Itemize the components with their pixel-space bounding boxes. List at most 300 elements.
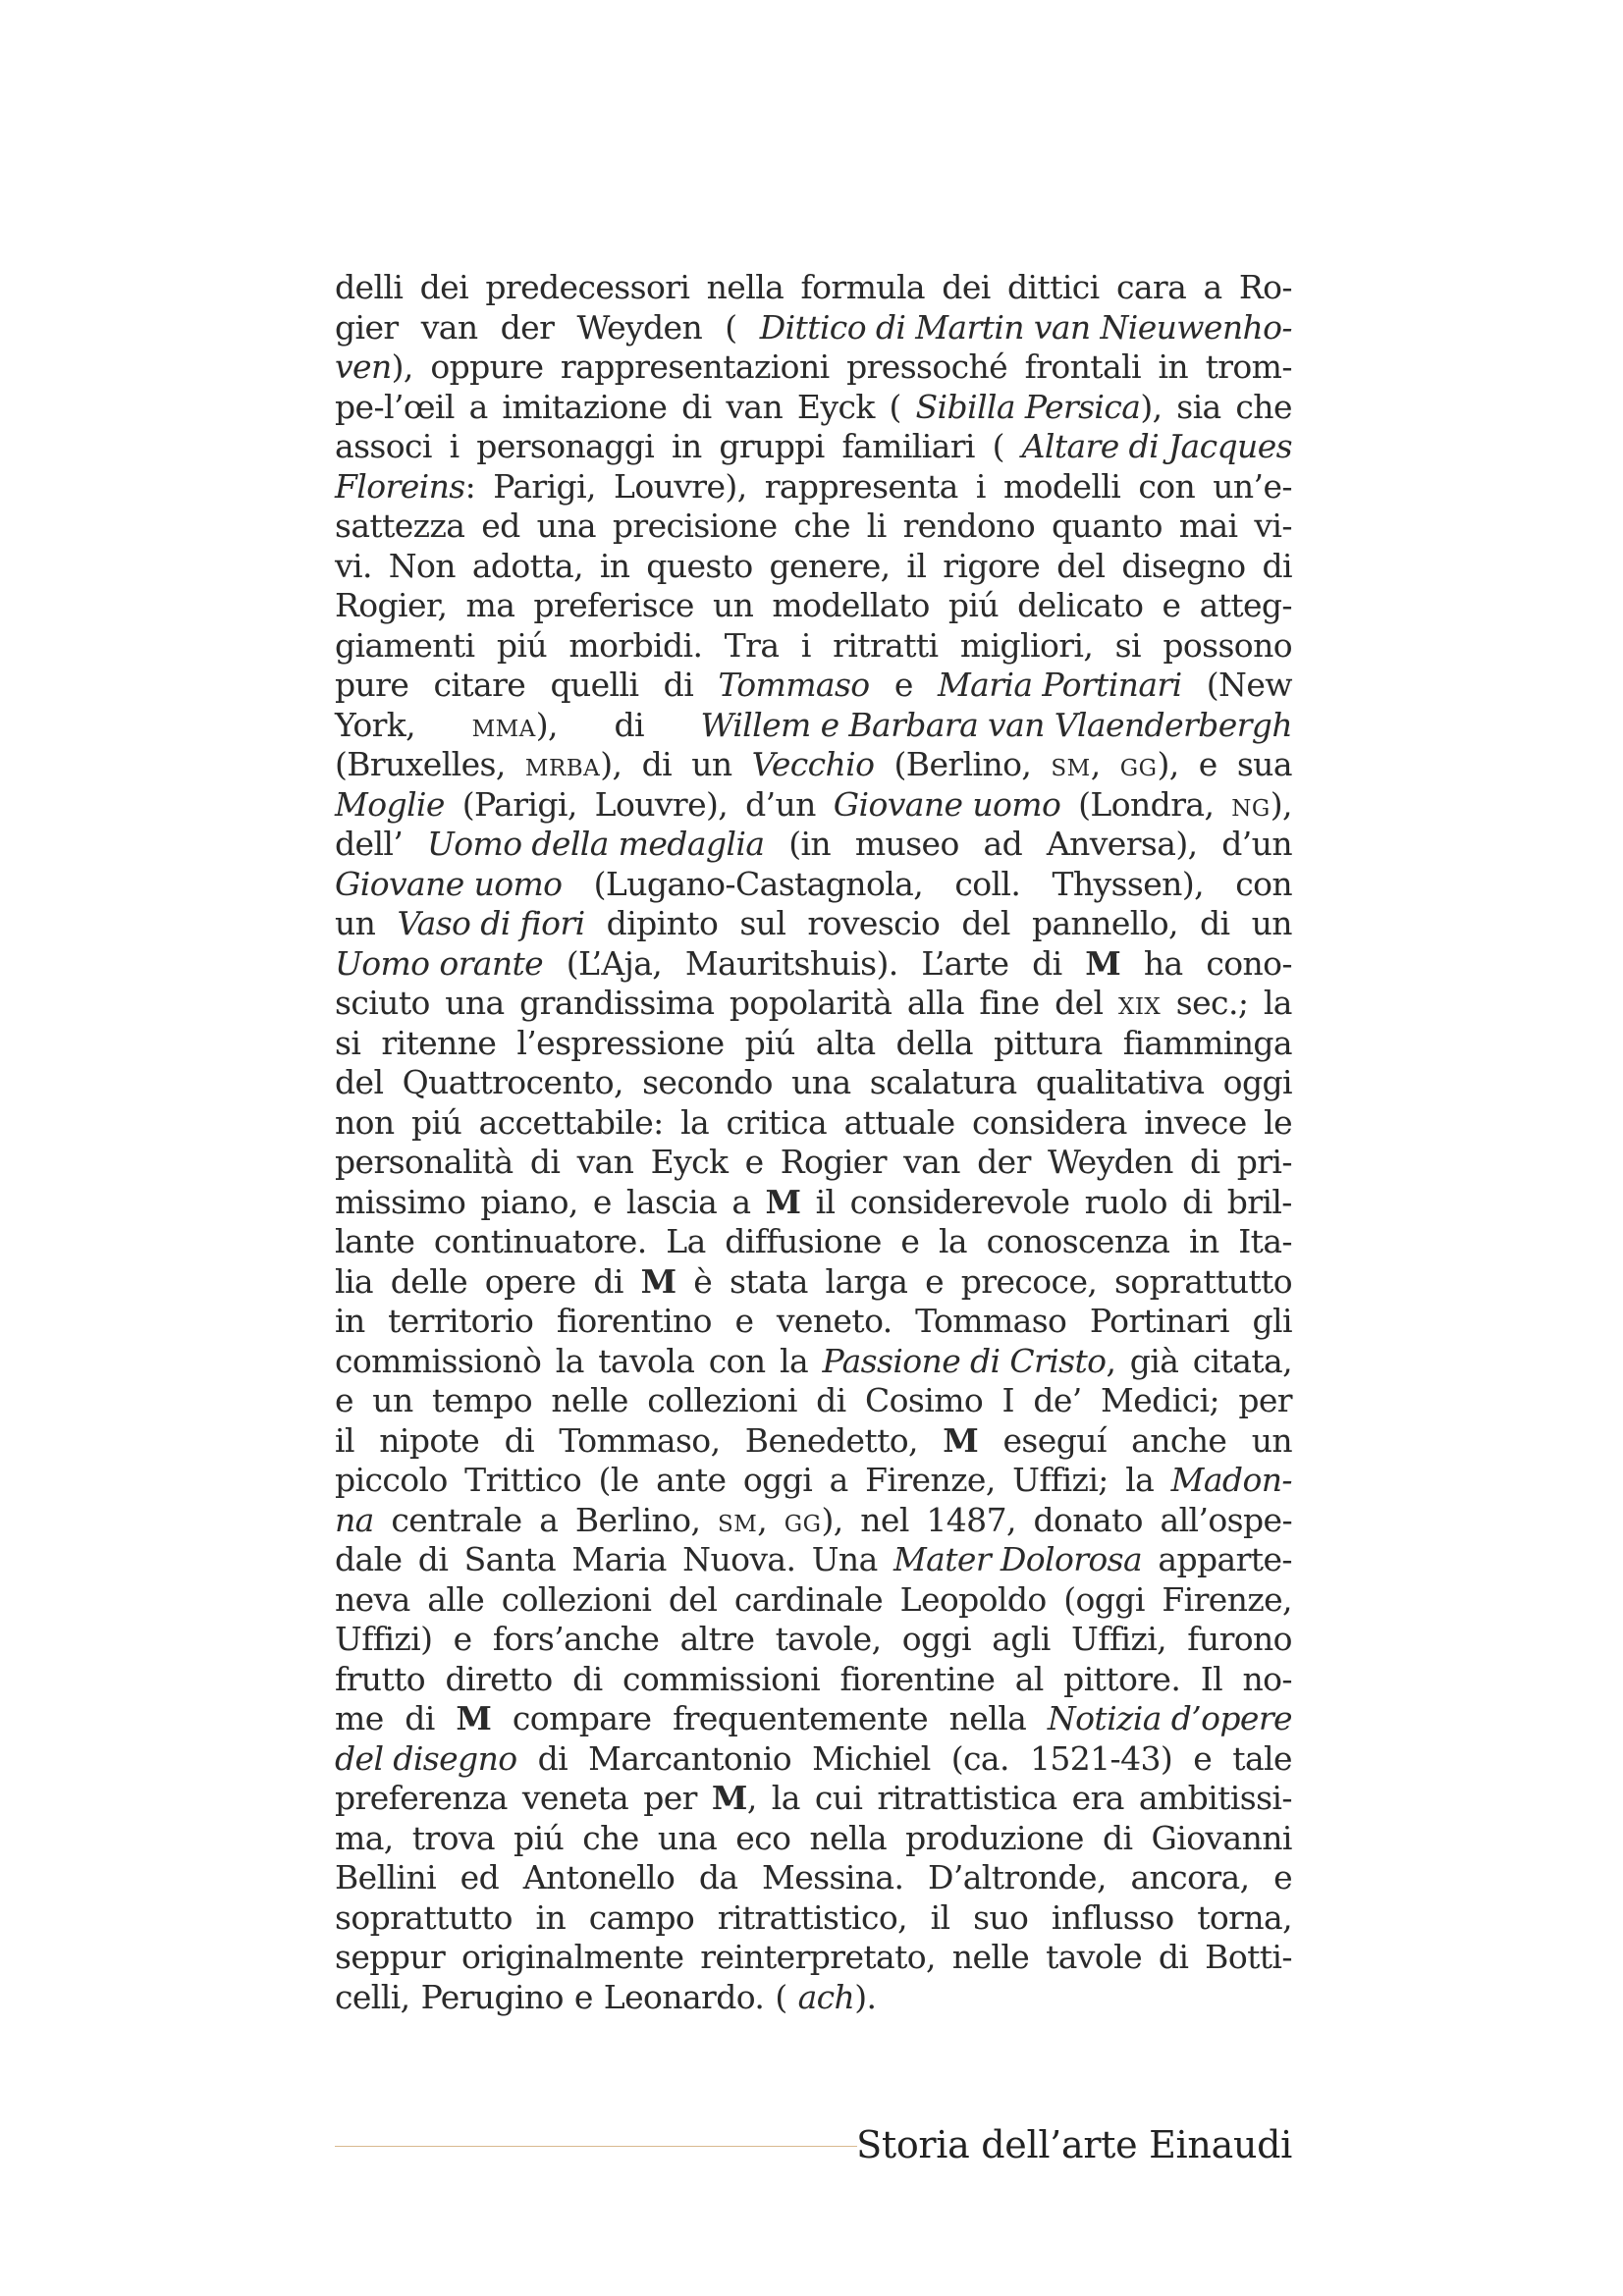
word-group xyxy=(335,904,375,944)
word-group xyxy=(1144,944,1183,985)
word: disegno xyxy=(1121,546,1246,585)
word-group xyxy=(335,586,447,626)
word: tale xyxy=(1232,1738,1292,1778)
text-line xyxy=(335,1898,1292,1939)
word-group xyxy=(1051,745,1100,785)
word: fiamminga xyxy=(1122,1023,1292,1062)
text-line xyxy=(335,1938,1292,1978)
word: di xyxy=(1189,1143,1220,1181)
word-group xyxy=(719,427,824,467)
small-caps-abbr: ng xyxy=(1231,784,1271,824)
word: considera xyxy=(972,1102,1127,1142)
word-group xyxy=(1033,1501,1142,1541)
word-group xyxy=(335,1858,436,1898)
word: Weyden xyxy=(576,307,703,347)
word: nelle xyxy=(551,1381,628,1419)
word-group xyxy=(906,547,926,587)
word-group xyxy=(1262,547,1291,587)
word: Leopoldo xyxy=(899,1579,1047,1619)
word: torna, xyxy=(1197,1897,1292,1937)
word: imitazione xyxy=(502,387,668,426)
word-group xyxy=(1207,666,1292,706)
word-group xyxy=(1036,1063,1205,1103)
word: la xyxy=(555,1341,584,1380)
word: Cosimo xyxy=(865,1381,984,1419)
word: fine xyxy=(979,984,1040,1022)
footer-publication-title: Storia dell’arte Einaudi xyxy=(856,2123,1292,2166)
word-group xyxy=(656,1461,726,1501)
word-group xyxy=(1052,865,1204,905)
word: rovescio xyxy=(807,904,941,942)
word-group xyxy=(1130,1342,1179,1382)
bold-initial: M xyxy=(1085,943,1121,983)
word: van xyxy=(726,387,784,426)
word-group xyxy=(1052,507,1163,547)
italic-word: Willem e Barbara van Vlaenderbergh xyxy=(700,705,1292,744)
word: Santa xyxy=(463,1540,557,1578)
word: ( xyxy=(992,427,1004,465)
italic-word: Mater Dolorosa xyxy=(893,1540,1143,1578)
word-group xyxy=(745,785,816,826)
word: del xyxy=(961,904,1010,942)
word-group xyxy=(1197,1898,1292,1939)
italic-word: Giovane uomo xyxy=(335,864,563,903)
word-group xyxy=(523,1858,676,1898)
word: ruolo xyxy=(1084,1182,1167,1221)
word-group xyxy=(921,944,1008,985)
word-group xyxy=(598,1342,694,1382)
word-group xyxy=(713,586,753,626)
word-group xyxy=(1213,467,1292,507)
word-group xyxy=(1231,785,1292,826)
word-group xyxy=(514,1819,564,1859)
word: l’espressione xyxy=(516,1023,725,1062)
word-group xyxy=(960,626,1093,667)
word-group xyxy=(335,1222,414,1262)
word: non xyxy=(335,1102,395,1142)
word: precoce, xyxy=(960,1261,1098,1301)
word-group xyxy=(501,308,555,348)
word: gruppi xyxy=(719,427,825,465)
word-group xyxy=(335,1143,514,1183)
word: e xyxy=(893,666,913,704)
word: e xyxy=(573,1977,593,2016)
word: Thyssen), xyxy=(1052,864,1204,903)
word-group xyxy=(391,1501,521,1541)
word: Tommaso, xyxy=(559,1420,721,1460)
word-group xyxy=(815,1779,863,1819)
word-group xyxy=(658,1819,717,1859)
word: ( xyxy=(725,307,737,347)
word-group xyxy=(421,308,478,348)
word-group xyxy=(1187,1620,1292,1660)
word: del xyxy=(335,1063,384,1101)
word-group xyxy=(902,1620,971,1660)
word-group xyxy=(516,1024,724,1064)
word: van xyxy=(903,1143,960,1181)
text-line xyxy=(335,347,1292,388)
word-group xyxy=(1252,1421,1292,1462)
word: predecessori xyxy=(485,268,690,306)
word-group xyxy=(867,507,887,547)
word-group xyxy=(388,1302,533,1342)
word: Michiel xyxy=(812,1738,931,1778)
word: Leonardo. xyxy=(603,1977,765,2016)
word-group xyxy=(335,706,415,746)
word: cara xyxy=(1115,268,1187,306)
word-group xyxy=(335,308,399,348)
word-group xyxy=(335,944,543,985)
word-group xyxy=(752,745,875,785)
word-group xyxy=(1252,1302,1291,1342)
word: i xyxy=(800,625,811,665)
word-group xyxy=(1012,1461,1109,1501)
word: der xyxy=(500,307,555,347)
word: ma xyxy=(465,586,515,624)
word-group xyxy=(700,706,1292,746)
word: alta xyxy=(815,1023,876,1062)
word: il xyxy=(815,1182,836,1221)
word: precisione xyxy=(612,507,778,545)
word: il xyxy=(906,546,927,585)
word-group xyxy=(1002,1381,1014,1421)
word-group xyxy=(1201,1660,1222,1700)
word-group xyxy=(1131,1421,1226,1462)
word-group xyxy=(1078,785,1214,826)
word: commissioni xyxy=(622,1659,821,1698)
word: in xyxy=(1158,347,1189,386)
word: trom- xyxy=(1205,347,1292,386)
word-group xyxy=(822,1342,1115,1382)
word-group xyxy=(1199,745,1217,785)
italic-word: Sibilla Persica xyxy=(915,387,1141,426)
word: Firenze, xyxy=(865,1461,996,1499)
word: dell’ xyxy=(335,825,404,863)
word: pure xyxy=(335,666,409,704)
text-line xyxy=(335,1580,1292,1621)
word-group xyxy=(739,904,785,944)
word: rappresenta xyxy=(764,466,958,506)
word-group xyxy=(896,1024,973,1064)
word: un xyxy=(1251,904,1292,942)
word: rendono xyxy=(902,507,1036,545)
word-group xyxy=(335,388,455,428)
word-group xyxy=(1125,1461,1154,1501)
word-group xyxy=(949,1699,1027,1739)
word: Non xyxy=(388,546,456,585)
word-group xyxy=(770,547,891,587)
word: (le xyxy=(598,1461,639,1499)
word-group xyxy=(335,427,432,467)
word: d’un xyxy=(1221,825,1292,863)
word: i xyxy=(449,427,460,465)
word-group xyxy=(335,666,408,706)
word: lascia xyxy=(625,1182,718,1221)
word: donato xyxy=(1033,1500,1143,1539)
word: delicato xyxy=(1017,586,1144,624)
word-group xyxy=(561,347,830,388)
word: un xyxy=(335,904,376,942)
word-group xyxy=(780,1342,808,1382)
word: una xyxy=(445,984,505,1022)
word: un xyxy=(1251,1420,1292,1460)
word-group xyxy=(844,1103,955,1144)
word-group xyxy=(1235,388,1291,428)
word: di xyxy=(663,666,694,704)
word: Eyck xyxy=(650,1143,729,1181)
word-group xyxy=(793,507,849,547)
word: furono xyxy=(1187,1620,1292,1658)
word: era xyxy=(1071,1779,1124,1817)
word: (Parigi, xyxy=(461,784,577,824)
text-line xyxy=(335,904,1292,944)
word: vi- xyxy=(1254,507,1292,545)
text-line xyxy=(335,586,1292,626)
word-group xyxy=(734,1580,883,1621)
word: Parigi, xyxy=(493,466,596,506)
word: pannello, xyxy=(1031,904,1178,942)
word-group xyxy=(626,1183,717,1223)
word: la xyxy=(938,1222,967,1260)
word-group xyxy=(642,1063,773,1103)
word-group xyxy=(557,1302,712,1342)
word: agli xyxy=(992,1620,1051,1658)
word: tempo xyxy=(431,1381,533,1419)
word: celli, xyxy=(335,1977,410,2016)
word: un’e- xyxy=(1213,466,1292,506)
word: suo xyxy=(973,1897,1029,1937)
word: quanto xyxy=(1052,507,1163,545)
word: di xyxy=(1182,1182,1213,1221)
word-group xyxy=(1063,1660,1180,1700)
word: il xyxy=(930,1897,950,1937)
italic-word: Vecchio xyxy=(751,745,875,783)
word-group xyxy=(462,785,577,826)
word: soprattutto xyxy=(1114,1261,1292,1301)
word-group xyxy=(568,626,702,667)
word: (Berlino, xyxy=(893,745,1032,783)
word-group xyxy=(485,268,689,308)
word: di xyxy=(529,1143,561,1181)
italic-word: Vaso di fiori xyxy=(397,904,585,942)
bold-initial: M xyxy=(456,1699,492,1737)
word-group xyxy=(335,1620,432,1660)
word-group xyxy=(952,1938,1029,1978)
word: Tommaso xyxy=(915,1302,1067,1340)
word: popolarità xyxy=(729,984,893,1022)
word: Weyden xyxy=(1048,1143,1173,1181)
word-group xyxy=(481,507,519,547)
word-group xyxy=(430,347,543,388)
word: pittore. xyxy=(1063,1659,1181,1698)
word-group xyxy=(472,547,583,587)
word: commissionò xyxy=(335,1341,542,1380)
word: Firenze, xyxy=(1162,1579,1292,1619)
word-group xyxy=(525,745,622,785)
word: nelle xyxy=(951,1938,1030,1976)
word: fiorentine xyxy=(839,1659,996,1698)
word-group xyxy=(335,1660,425,1700)
word: genere, xyxy=(769,546,891,585)
word: pri- xyxy=(1236,1143,1292,1181)
word-group xyxy=(809,1819,887,1859)
word: sia xyxy=(1176,387,1221,426)
word: piccolo xyxy=(335,1461,448,1499)
word: che xyxy=(793,507,850,545)
word: la xyxy=(1263,984,1292,1022)
word: stata xyxy=(729,1261,808,1301)
word-group xyxy=(575,1501,700,1541)
word: in xyxy=(535,1897,567,1937)
word-group xyxy=(916,388,1163,428)
word-group xyxy=(432,1381,532,1421)
word-group xyxy=(456,1699,491,1739)
small-caps-abbr: gg xyxy=(784,1500,822,1539)
word: ed xyxy=(460,1858,500,1896)
word-group xyxy=(680,1103,709,1144)
word-group xyxy=(1171,1461,1292,1501)
word-group xyxy=(1114,1262,1292,1303)
word: ), xyxy=(1157,745,1179,783)
word: eco xyxy=(735,1818,791,1857)
word-group xyxy=(335,1739,517,1780)
word: tavola xyxy=(598,1341,695,1380)
word-group xyxy=(1144,1103,1246,1144)
word: che xyxy=(582,1818,639,1857)
word-group xyxy=(412,1819,495,1859)
word: Antonello xyxy=(522,1858,676,1896)
text-line xyxy=(335,268,1292,308)
word: ambitissi- xyxy=(1138,1779,1292,1817)
word-group xyxy=(893,1540,1142,1580)
word: , xyxy=(1090,745,1101,783)
word-group xyxy=(594,865,923,905)
bold-initial: M xyxy=(711,1779,747,1817)
word-group xyxy=(961,1262,1097,1303)
word-group xyxy=(976,467,986,507)
word-group xyxy=(379,1421,479,1462)
word: Ita- xyxy=(1238,1222,1292,1260)
word-group xyxy=(830,1461,848,1501)
word-group xyxy=(1052,1898,1174,1939)
word-group xyxy=(513,1699,652,1739)
small-caps-abbr: mrba xyxy=(524,745,601,783)
word: nella xyxy=(809,1818,888,1857)
word-group xyxy=(745,1143,764,1183)
word-group xyxy=(466,586,515,626)
text-line xyxy=(335,1262,1292,1303)
word-group xyxy=(1158,347,1188,388)
word: frequentemente xyxy=(673,1699,929,1737)
word: d’un xyxy=(745,784,816,824)
italic-word: Madon- xyxy=(1170,1461,1292,1499)
word-group xyxy=(942,268,990,308)
word-group xyxy=(1193,1342,1292,1382)
word-group xyxy=(712,1779,757,1819)
word: morbidi. xyxy=(568,625,703,665)
word-group xyxy=(485,1262,576,1303)
word-group xyxy=(600,547,630,587)
word-group xyxy=(834,785,1060,826)
word-group xyxy=(1264,1103,1292,1144)
word: nipote xyxy=(379,1420,480,1460)
word: un xyxy=(372,1381,413,1419)
word-group xyxy=(709,1342,766,1382)
word: citare xyxy=(433,666,526,704)
word: e xyxy=(734,1302,754,1340)
text-line xyxy=(335,1739,1292,1780)
word-group xyxy=(718,1501,767,1541)
word: per xyxy=(1238,1381,1292,1419)
text-line xyxy=(335,1024,1292,1064)
word: Uffizi; xyxy=(1012,1461,1109,1499)
word-group xyxy=(812,1540,878,1580)
word-group xyxy=(1103,1819,1132,1859)
word-group xyxy=(497,626,547,667)
word: attuale xyxy=(843,1102,955,1142)
word-group xyxy=(685,944,898,985)
word-group xyxy=(726,388,783,428)
word-group xyxy=(743,1461,812,1501)
word-group xyxy=(335,467,475,507)
word: Anversa), xyxy=(1046,825,1198,863)
word-group xyxy=(556,1342,584,1382)
italic-word: Uomo orante xyxy=(335,943,544,983)
word-group xyxy=(335,1302,365,1342)
word: ritrattistica xyxy=(877,1779,1057,1817)
word: trova xyxy=(411,1818,495,1857)
word: un xyxy=(712,586,754,624)
word: a xyxy=(731,1182,751,1221)
word: sattezza xyxy=(335,507,465,545)
text-line xyxy=(335,1421,1292,1462)
word-group xyxy=(681,388,711,428)
word: (L’Aja, xyxy=(566,943,663,983)
word: dei xyxy=(942,268,991,306)
word: anche xyxy=(1131,1420,1227,1460)
word: migliori, xyxy=(959,625,1094,665)
word-group xyxy=(730,1262,808,1303)
word: oppure xyxy=(430,347,544,386)
text-line xyxy=(335,1381,1292,1421)
word: adotta, xyxy=(471,546,583,585)
word-group xyxy=(335,347,413,388)
text-line xyxy=(335,1501,1292,1541)
word-group xyxy=(727,1103,828,1144)
word-group xyxy=(335,547,372,587)
word-group xyxy=(669,1580,717,1621)
word-group xyxy=(539,1501,558,1541)
word: di xyxy=(641,745,673,783)
word-group xyxy=(1206,944,1292,985)
word: la xyxy=(771,1779,800,1817)
word-group xyxy=(335,1819,394,1859)
word: i xyxy=(975,466,986,506)
word: produzione xyxy=(905,1818,1084,1857)
bold-initial: M xyxy=(943,1420,979,1460)
word: piú xyxy=(744,1023,795,1062)
word: Maria xyxy=(571,1540,667,1578)
word-group xyxy=(434,666,526,706)
word-group xyxy=(335,1421,354,1462)
word-group xyxy=(1161,1501,1292,1541)
word-group xyxy=(870,1063,1017,1103)
word: missimo xyxy=(335,1182,466,1221)
word-group xyxy=(889,388,900,428)
word-group xyxy=(1237,745,1292,785)
word-group xyxy=(461,1938,683,1978)
word-group xyxy=(450,427,460,467)
